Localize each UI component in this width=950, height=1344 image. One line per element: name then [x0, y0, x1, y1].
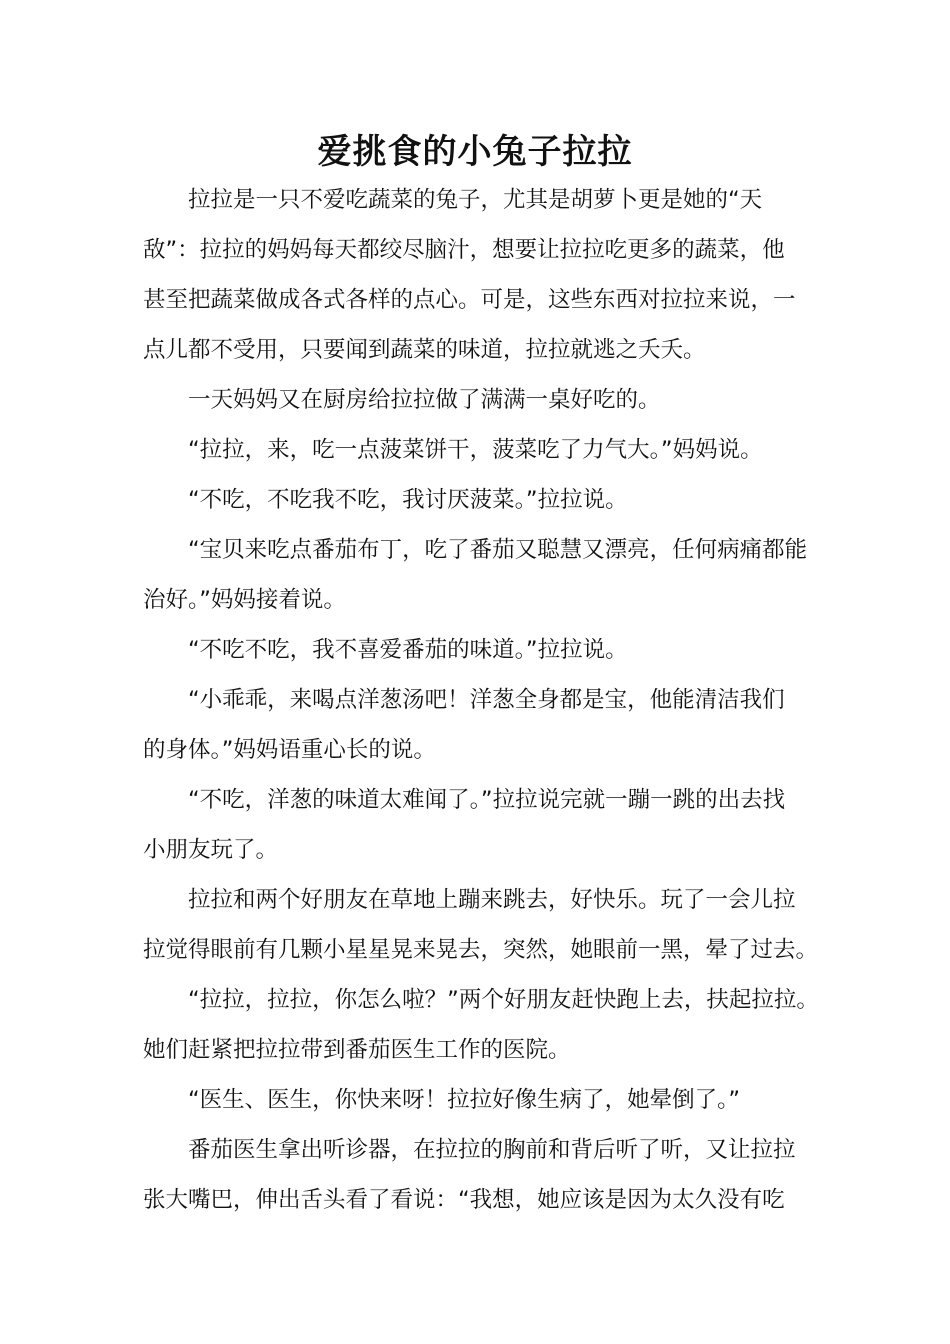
text-line: 拉拉和两个好朋友在草地上蹦来跳去，好快乐。玩了一会儿拉 — [188, 887, 796, 913]
text-line: 敌”：拉拉的妈妈每天都绞尽脑汁，想要让拉拉吃更多的蔬菜，他 — [143, 237, 785, 263]
text-line: “不吃，洋葱的味道太难闻了。”拉拉说完就一蹦一跳的出去找 — [188, 787, 786, 813]
text-line: “拉拉，来，吃一点菠菜饼干，菠菜吃了力气大。”妈妈说。 — [188, 437, 763, 463]
text-line: “宝贝来吃点番茄布丁，吃了番茄又聪慧又漂亮，任何病痛都能 — [188, 537, 808, 563]
text-line: “拉拉，拉拉，你怎么啦？”两个好朋友赶快跑上去，扶起拉拉。 — [188, 987, 819, 1013]
text-line: “不吃，不吃我不吃，我讨厌菠菜。”拉拉说。 — [188, 487, 628, 513]
text-line: 治好。”妈妈接着说。 — [143, 587, 346, 613]
text-line: “医生、医生，你快来呀！拉拉好像生病了，她晕倒了。” — [188, 1087, 741, 1113]
text-line: 番茄医生拿出听诊器，在拉拉的胸前和背后听了听，又让拉拉 — [188, 1137, 796, 1163]
text-line: “小乖乖，来喝点洋葱汤吧！洋葱全身都是宝，他能清洁我们 — [188, 687, 785, 713]
text-line: 拉觉得眼前有几颗小星星晃来晃去，突然，她眼前一黑，晕了过去。 — [143, 937, 819, 963]
text-line: 甚至把蔬菜做成各式各样的点心。可是，这些东西对拉拉来说，一 — [143, 287, 796, 313]
text-line: 的身体。”妈妈语重心长的说。 — [143, 737, 436, 763]
text-line: 一天妈妈又在厨房给拉拉做了满满一桌好吃的。 — [188, 387, 661, 413]
text-line: 张大嘴巴，伸出舌头看了看说：“我想，她应该是因为太久没有吃 — [143, 1187, 785, 1213]
text-line: 她们赶紧把拉拉带到番茄医生工作的医院。 — [143, 1037, 571, 1063]
document-title: 爱挑食的小兔子拉拉 — [317, 132, 633, 172]
text-line: 小朋友玩了。 — [143, 837, 279, 863]
text-line: 拉拉是一只不爱吃蔬菜的兔子，尤其是胡萝卜更是她的“天 — [188, 187, 763, 213]
text-line: 点儿都不受用，只要闻到蔬菜的味道，拉拉就逃之夭夭。 — [143, 337, 706, 363]
text-line: “不吃不吃，我不喜爱番茄的味道。”拉拉说。 — [188, 637, 628, 663]
